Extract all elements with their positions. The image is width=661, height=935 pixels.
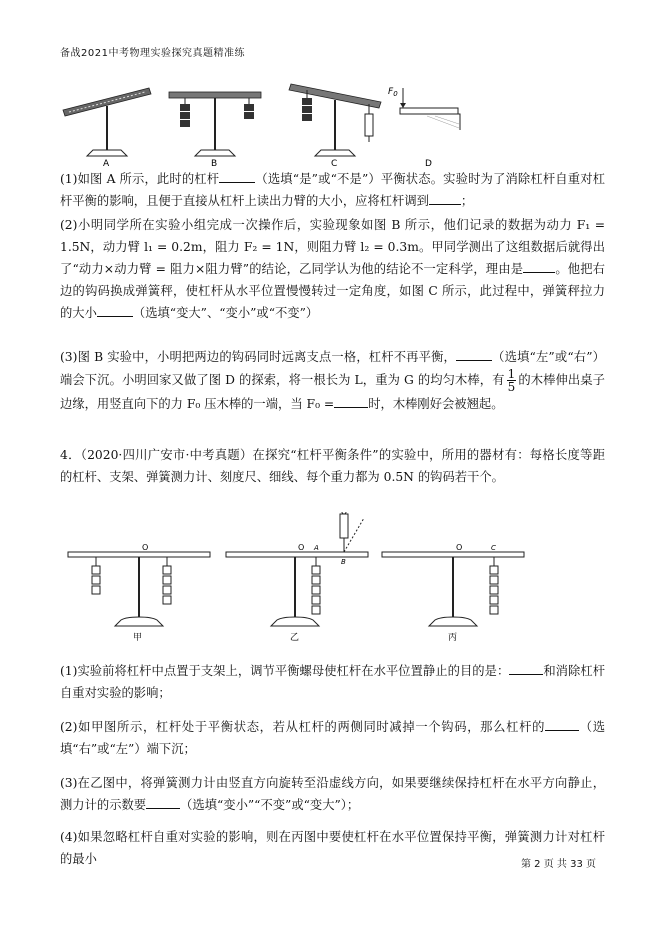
fraction-one-fifth: $\frac{1}{5}$ xyxy=(507,367,516,394)
page-number: 第 2 页 共 33 页 xyxy=(521,859,596,870)
pivot-o: O xyxy=(298,543,305,552)
answer-blank[interactable] xyxy=(456,348,492,361)
figure-label-c: C xyxy=(331,159,338,168)
q3-part1: (1)如图 A 所示，此时的杠杆 （选填“是”或“不是”）平衡状态。实验时为了消除杠杆自重对杠杆平衡的影响，且便于直接从杠杆上读出力臂的大小，应将杠杆调到 ； xyxy=(60,172,605,208)
answer-blank[interactable] xyxy=(219,170,255,183)
point-c: C xyxy=(491,544,496,552)
figure-bing xyxy=(382,543,524,643)
figure-a xyxy=(63,88,151,168)
answer-blank[interactable] xyxy=(545,718,579,731)
figure-abcd xyxy=(55,72,475,168)
q3-part2: (2)小明同学所在实验小组完成一次操作后，实验现象如图 B 所示，他们记录的数据为动力 F₁ = 1.5N，动力臂 l₁ = 0.2m，阻力 F₂ = 1N，则阻力臂 l₂ = 0.3m。甲同学测出了这组数据后就得出了“动力×动力臂 = 阻力×阻力臂”的结论，乙同学认为他的结论不一定科学，理由是 。他把右边的钩码换成弹簧秤，使杠杆从水平位置慢慢转过一定角度，如图 C 所示，此过程中，弹簧秤拉力的大小 （选填“变大”、“变小”或“不变”） xyxy=(60,218,605,320)
q4-part3: (3)在乙图中，将弹簧测力计由竖直方向旋转至沿虚线方向，如果要继续保持杠杆在水平方向静止，测力计的示数要 （选填“变小”“不变”或“变大”）； xyxy=(60,776,605,812)
figure-c xyxy=(289,84,381,168)
q4-intro: 4．（2020·四川广安市·中考真题）在探究“杠杆平衡条件”的实验中，所用的器材有：每格长度等距的杠杆、支架、弹簧测力计、刻度尺、细线、每个重力都为 0.5N 的钩码若干个。 xyxy=(60,448,605,484)
figure-label-jia: 甲 xyxy=(133,633,143,643)
figure-label-bing: 丙 xyxy=(448,633,458,643)
point-a: A xyxy=(314,544,319,552)
figure-d xyxy=(388,87,460,168)
answer-blank[interactable] xyxy=(334,395,368,408)
figure-label-d: D xyxy=(425,159,432,168)
figure-label-yi: 乙 xyxy=(290,633,300,643)
pivot-o: O xyxy=(142,543,149,552)
q4-part4: (4)如果忽略杠杆自重对实验的影响，则在丙图中要使杠杆在水平位置保持平衡，弹簧测力计对杠杆的最小 xyxy=(60,830,605,866)
pivot-o: O xyxy=(456,543,463,552)
q3-part3: (3)图 B 实验中，小明把两边的钩码同时远离支点一格，杠杆不再平衡， （选填“左”或“右”）端会下沉。小明回家又做了图 D 的探索，将一根长为 L，重为 G 的均匀木棒，有 $\frac{1}{5}$ 的木棒伸出桌子边缘，用竖直向下的力 F₀ 压木棒的一端，当 F₀ = 时，木棒刚好会被翘起。 xyxy=(60,350,605,411)
force-label-f0: $F_0$ xyxy=(388,87,398,98)
answer-blank[interactable] xyxy=(97,304,133,317)
figure-yi xyxy=(226,512,368,643)
figure-label-a: A xyxy=(103,159,110,168)
q4-part1: (1)实验前将杠杆中点置于支架上，调节平衡螺母使杠杆在水平位置静止的目的是： 和消除杠杆自重对实验的影响； xyxy=(60,664,605,700)
answer-blank[interactable] xyxy=(146,796,180,809)
answer-blank[interactable] xyxy=(509,662,543,675)
page-header: 备战2021中考物理实验探究真题精准练 xyxy=(60,48,245,59)
figure-jia-yi-bing xyxy=(60,512,540,650)
figure-b xyxy=(169,92,261,168)
answer-blank[interactable] xyxy=(523,260,555,273)
q4-part2: (2)如甲图所示，杠杆处于平衡状态，若从杠杆的两侧同时减掉一个钩码，那么杠杆的 （选填“右”或“左”）端下沉； xyxy=(60,720,605,756)
point-b: B xyxy=(341,558,346,566)
figure-jia xyxy=(68,543,210,643)
answer-blank[interactable] xyxy=(429,192,461,205)
figure-label-b: B xyxy=(211,159,218,168)
